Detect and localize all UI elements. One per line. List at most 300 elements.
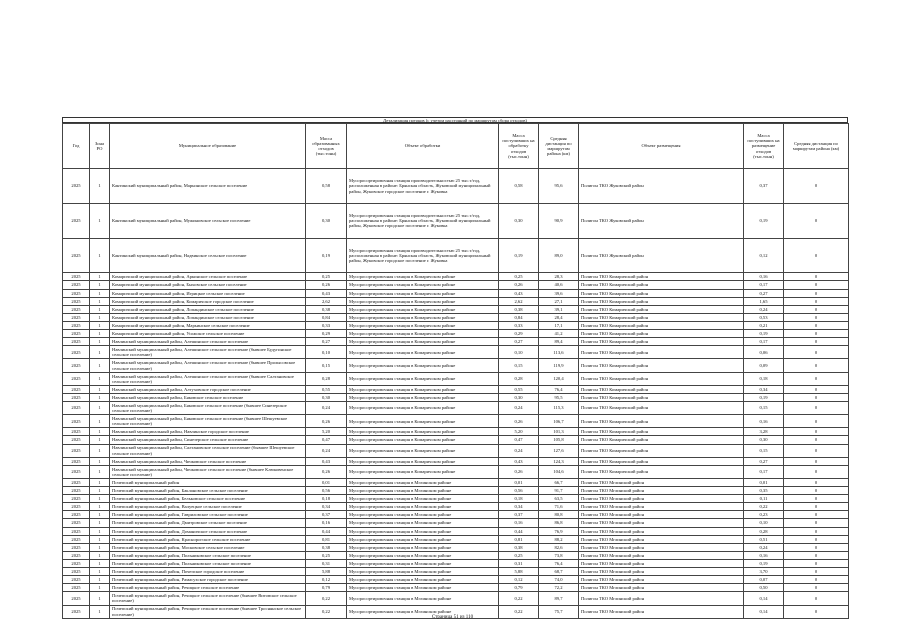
- cell-municipality: Почепский муниципальный район, Бельковское сельское поселение: [110, 495, 306, 503]
- cell-mass-disposal: 0,09: [744, 359, 784, 372]
- cell-mass-processing: 0,19: [499, 238, 539, 273]
- cell-avg-distance: 41,2: [539, 330, 579, 338]
- cell-municipality: Кантинский муниципальный район, Марьинское сельское поселение: [110, 169, 306, 204]
- cell-avg-distance: 68,7: [539, 568, 579, 576]
- cell-disposal-object: Полигон ТКО Жуковский район: [579, 169, 744, 204]
- cell-zone: 1: [90, 238, 110, 273]
- cell-mass-disposal: 3,70: [744, 568, 784, 576]
- cell-mass-disposal: 0,16: [744, 551, 784, 559]
- cell-avg-distance: 119,9: [539, 359, 579, 372]
- cell-zone: 1: [90, 203, 110, 238]
- cell-mass-disposal: 0,23: [744, 511, 784, 519]
- cell-mass-generated: 0,33: [306, 321, 347, 329]
- cell-municipality: Почепский муниципальный район: [110, 479, 306, 487]
- cell-disposal-object: Полигон ТКО Комаричский район: [579, 281, 744, 289]
- cell-mass-disposal: 0,10: [744, 519, 784, 527]
- cell-avg-distance: 74,0: [539, 576, 579, 584]
- cell-year: 2025: [63, 568, 90, 576]
- cell-processing-object: Мусоросортировочная станция в Комаричском районе: [347, 428, 499, 436]
- cell-processing-object: Мусоросортировочная станция производительностью 25 тыс.т/год, расположенная в районе: Брянская область, Жуковский муниципальный район, Жуковское городское поселение г. Жуковка: [347, 203, 499, 238]
- cell-disposal-object: Полигон ТКО Мглинский район: [579, 592, 744, 605]
- cell-mass-disposal: 0,18: [744, 372, 784, 385]
- cell-avg-distance: 115,3: [539, 401, 579, 414]
- cell-municipality: Комаричский муниципальный район, Быховское сельское поселение: [110, 281, 306, 289]
- cell-zone: 1: [90, 444, 110, 457]
- cell-zone: 1: [90, 511, 110, 519]
- cell-disposal-object: Полигон ТКО Комаричский район: [579, 305, 744, 313]
- cell-mass-disposal: 0,06: [744, 346, 784, 359]
- cell-processing-object: Мусоросортировочная станция в Комаричском районе: [347, 289, 499, 297]
- cell-municipality: Навлинский муниципальный район, Алешинское сельское поселение (бывшее Пролысовское сельское поселение): [110, 359, 306, 372]
- cell-mass-disposal: 0,17: [744, 465, 784, 478]
- cell-avg-distance: 104,6: [539, 465, 579, 478]
- cell-mass-disposal: 0,19: [744, 559, 784, 567]
- cell-year: 2025: [63, 543, 90, 551]
- table-row: [63, 385, 849, 393]
- cell-avg-distance: 17,1: [539, 321, 579, 329]
- table-row: [63, 238, 849, 273]
- cell-zone: 1: [90, 503, 110, 511]
- cell-zone: 1: [90, 584, 110, 592]
- table-row: [63, 359, 849, 372]
- cell-zone: 1: [90, 289, 110, 297]
- cell-mass-generated: 0,22: [306, 592, 347, 605]
- cell-mass-generated: 0,55: [306, 385, 347, 393]
- cell-disposal-object: Полигон ТКО Мглинский район: [579, 503, 744, 511]
- cell-year: 2025: [63, 321, 90, 329]
- cell-mass-disposal: 0,37: [744, 169, 784, 204]
- cell-zone: 1: [90, 436, 110, 444]
- cell-zone: 1: [90, 576, 110, 584]
- cell-mass-generated: 5,88: [306, 568, 347, 576]
- cell-mass-processing: 0,47: [499, 436, 539, 444]
- table-header-row: [63, 124, 849, 169]
- cell-mass-processing: 0,27: [499, 338, 539, 346]
- cell-mass-disposal: 0,11: [744, 495, 784, 503]
- cell-zone: 1: [90, 543, 110, 551]
- cell-year: 2025: [63, 487, 90, 495]
- cell-mass-processing: 0,26: [499, 415, 539, 428]
- cell-processing-object: Мусоросортировочная станция в Комаричском районе: [347, 305, 499, 313]
- cell-zone: 1: [90, 372, 110, 385]
- cell-disposal-object: Полигон ТКО Мглинский район: [579, 559, 744, 567]
- cell-avg-distance: 63,5: [539, 495, 579, 503]
- table-row: [63, 559, 849, 567]
- cell-mass-processing: 0,38: [499, 543, 539, 551]
- cell-mass-generated: 0,37: [306, 511, 347, 519]
- cell-mass-generated: 0,58: [306, 169, 347, 204]
- cell-processing-object: Мусоросортировочная станция в Комаричском районе: [347, 330, 499, 338]
- cell-mass-processing: 0,79: [499, 584, 539, 592]
- cell-zone: 1: [90, 479, 110, 487]
- cell-avg-distance-routes: 0: [784, 385, 849, 393]
- table-row: [63, 465, 849, 478]
- cell-municipality: Комаричский муниципальный район, Марьинское сельское поселение: [110, 321, 306, 329]
- cell-zone: 1: [90, 568, 110, 576]
- cell-mass-disposal: 0,16: [744, 273, 784, 281]
- header-zone: Зона РО: [90, 124, 110, 169]
- cell-processing-object: Мусоросортировочная станция в Комаричском районе: [347, 436, 499, 444]
- cell-year: 2025: [63, 415, 90, 428]
- cell-zone: 1: [90, 527, 110, 535]
- cell-processing-object: Мусоросортировочная станция в Комаричском районе: [347, 385, 499, 393]
- cell-mass-disposal: 3,28: [744, 428, 784, 436]
- cell-year: 2025: [63, 535, 90, 543]
- table-row: [63, 305, 849, 313]
- cell-avg-distance-routes: 0: [784, 457, 849, 465]
- cell-year: 2025: [63, 330, 90, 338]
- cell-avg-distance: 113,6: [539, 346, 579, 359]
- cell-mass-processing: 0,25: [499, 551, 539, 559]
- cell-municipality: Навлинский муниципальный район, Алешинское сельское поселение (бывшее Будугинское сельское поселение): [110, 346, 306, 359]
- cell-mass-processing: 0,24: [499, 444, 539, 457]
- cell-year: 2025: [63, 359, 90, 372]
- cell-processing-object: Мусоросортировочная станция в Мглинском районе: [347, 511, 499, 519]
- cell-disposal-object: Полигон ТКО Комаричский район: [579, 415, 744, 428]
- cell-processing-object: Мусоросортировочная станция в Мглинском районе: [347, 535, 499, 543]
- cell-processing-object: Мусоросортировочная станция в Мглинском районе: [347, 479, 499, 487]
- cell-mass-generated: 0,01: [306, 479, 347, 487]
- cell-avg-distance-routes: 0: [784, 551, 849, 559]
- cell-municipality: Комаричский муниципальный район, Лопандинское сельское поселение: [110, 313, 306, 321]
- cell-municipality: Почепский муниципальный район, Речицкое сельское поселение (бывшее Троснянское сельское поселение): [110, 605, 306, 618]
- cell-disposal-object: Полигон ТКО Комаричский район: [579, 346, 744, 359]
- cell-municipality: Почепский муниципальный район, Доманичское сельское поселение: [110, 527, 306, 535]
- cell-mass-generated: 0,25: [306, 551, 347, 559]
- cell-mass-disposal: 0,17: [744, 281, 784, 289]
- cell-disposal-object: Полигон ТКО Комаричский район: [579, 273, 744, 281]
- cell-avg-distance-routes: 0: [784, 372, 849, 385]
- cell-avg-distance-routes: 0: [784, 511, 849, 519]
- cell-zone: 1: [90, 346, 110, 359]
- cell-avg-distance: 39,1: [539, 305, 579, 313]
- cell-disposal-object: Полигон ТКО Мглинский район: [579, 487, 744, 495]
- cell-processing-object: Мусоросортировочная станция в Комаричском районе: [347, 313, 499, 321]
- cell-avg-distance: 76,4: [539, 385, 579, 393]
- cell-disposal-object: Полигон ТКО Мглинский район: [579, 584, 744, 592]
- cell-mass-generated: 0,22: [306, 605, 347, 618]
- cell-zone: 1: [90, 551, 110, 559]
- cell-mass-generated: 0,16: [306, 519, 347, 527]
- cell-processing-object: Мусоросортировочная станция в Мглинском районе: [347, 605, 499, 618]
- cell-avg-distance: 127,6: [539, 444, 579, 457]
- cell-mass-disposal: 0,01: [744, 479, 784, 487]
- cell-processing-object: Мусоросортировочная станция в Мглинском районе: [347, 576, 499, 584]
- cell-mass-generated: 0,30: [306, 393, 347, 401]
- cell-zone: 1: [90, 559, 110, 567]
- cell-disposal-object: Полигон ТКО Комаричский район: [579, 372, 744, 385]
- cell-municipality: Комаричский муниципальный район, Усожское сельское поселение: [110, 330, 306, 338]
- cell-year: 2025: [63, 169, 90, 204]
- cell-avg-distance: 66,7: [539, 479, 579, 487]
- cell-zone: 1: [90, 495, 110, 503]
- cell-mass-processing: 5,20: [499, 428, 539, 436]
- cell-avg-distance: 106,7: [539, 415, 579, 428]
- cell-mass-disposal: 0,07: [744, 576, 784, 584]
- cell-municipality: Почепский муниципальный район, Польниковское сельское поселение: [110, 551, 306, 559]
- cell-zone: 1: [90, 321, 110, 329]
- cell-mass-processing: 0,30: [499, 203, 539, 238]
- cell-avg-distance-routes: 0: [784, 503, 849, 511]
- table-row: [63, 568, 849, 576]
- cell-mass-disposal: 0,19: [744, 203, 784, 238]
- cell-mass-processing: 0,58: [499, 169, 539, 204]
- table-row: [63, 401, 849, 414]
- table-row: [63, 527, 849, 535]
- cell-mass-generated: 0,29: [306, 330, 347, 338]
- cell-processing-object: Мусоросортировочная станция в Комаричском районе: [347, 465, 499, 478]
- cell-avg-distance: 72,2: [539, 584, 579, 592]
- cell-mass-processing: 0,34: [499, 503, 539, 511]
- cell-zone: 1: [90, 393, 110, 401]
- cell-year: 2025: [63, 605, 90, 618]
- cell-avg-distance-routes: 0: [784, 479, 849, 487]
- cell-municipality: Навлинский муниципальный район, Алешинское сельское поселение (бывшее Салтановское сельское поселение): [110, 372, 306, 385]
- cell-disposal-object: Полигон ТКО Мглинский район: [579, 495, 744, 503]
- cell-year: 2025: [63, 495, 90, 503]
- cell-disposal-object: Полигон ТКО Комаричский район: [579, 297, 744, 305]
- cell-processing-object: Мусоросортировочная станция в Комаричском районе: [347, 346, 499, 359]
- cell-avg-distance-routes: 0: [784, 559, 849, 567]
- cell-year: 2025: [63, 273, 90, 281]
- cell-processing-object: Мусоросортировочная станция в Мглинском районе: [347, 519, 499, 527]
- cell-mass-disposal: 0,14: [744, 605, 784, 618]
- cell-mass-disposal: 0,27: [744, 457, 784, 465]
- table-row: [63, 372, 849, 385]
- table-row: [63, 289, 849, 297]
- cell-disposal-object: Полигон ТКО Комаричский район: [579, 428, 744, 436]
- cell-mass-generated: 0,79: [306, 584, 347, 592]
- cell-mass-processing: 0,30: [499, 393, 539, 401]
- cell-mass-disposal: 0,14: [744, 592, 784, 605]
- table-row: [63, 511, 849, 519]
- cell-avg-distance-routes: 0: [784, 313, 849, 321]
- cell-municipality: Навлинский муниципальный район, Навлинское городское поселение: [110, 428, 306, 436]
- cell-processing-object: Мусоросортировочная станция в Мглинском районе: [347, 592, 499, 605]
- cell-year: 2025: [63, 584, 90, 592]
- cell-mass-generated: 0,38: [306, 543, 347, 551]
- cell-avg-distance: 95,6: [539, 169, 579, 204]
- cell-mass-disposal: 0,30: [744, 436, 784, 444]
- cell-year: 2025: [63, 576, 90, 584]
- cell-mass-generated: 0,84: [306, 313, 347, 321]
- cell-mass-generated: 0,18: [306, 495, 347, 503]
- cell-mass-disposal: 0,27: [744, 289, 784, 297]
- cell-avg-distance: 75,7: [539, 605, 579, 618]
- cell-mass-processing: 0,10: [499, 346, 539, 359]
- cell-avg-distance: 90,9: [539, 203, 579, 238]
- cell-mass-processing: 0,81: [499, 535, 539, 543]
- cell-avg-distance: 120,4: [539, 372, 579, 385]
- header-municipality: Муниципальное образование: [110, 124, 306, 169]
- cell-municipality: Комаричский муниципальный район, Аркинское сельское поселение: [110, 273, 306, 281]
- table-row: [63, 495, 849, 503]
- table-row: [63, 273, 849, 281]
- cell-avg-distance-routes: 0: [784, 543, 849, 551]
- cell-avg-distance-routes: 0: [784, 519, 849, 527]
- cell-mass-generated: 0,26: [306, 465, 347, 478]
- cell-municipality: Навлинский муниципальный район, Алтуховское городское поселение: [110, 385, 306, 393]
- cell-avg-distance-routes: 0: [784, 576, 849, 584]
- table-row: [63, 584, 849, 592]
- cell-zone: 1: [90, 297, 110, 305]
- cell-mass-processing: 0,12: [499, 576, 539, 584]
- header-avg-distance-routes: Средняя дистанция по маршрутам района (км): [784, 124, 849, 169]
- cell-processing-object: Мусоросортировочная станция в Комаричском районе: [347, 415, 499, 428]
- table-row: [63, 479, 849, 487]
- cell-mass-processing: 0,84: [499, 313, 539, 321]
- cell-mass-generated: 0,43: [306, 289, 347, 297]
- cell-avg-distance-routes: 0: [784, 401, 849, 414]
- cell-avg-distance: 105,8: [539, 436, 579, 444]
- cell-mass-processing: 0,22: [499, 592, 539, 605]
- cell-disposal-object: Полигон ТКО Комаричский район: [579, 330, 744, 338]
- cell-mass-processing: 0,43: [499, 289, 539, 297]
- cell-mass-processing: 0,29: [499, 330, 539, 338]
- cell-year: 2025: [63, 346, 90, 359]
- cell-municipality: Кантинский муниципальный район, Мужиновское сельское поселение: [110, 203, 306, 238]
- cell-mass-disposal: 0,19: [744, 330, 784, 338]
- cell-mass-processing: 0,26: [499, 281, 539, 289]
- table-row: [63, 428, 849, 436]
- cell-municipality: Комаричский муниципальный район, Лопандинское сельское поселение: [110, 305, 306, 313]
- cell-avg-distance-routes: 0: [784, 605, 849, 618]
- cell-mass-generated: 0,38: [306, 305, 347, 313]
- cell-processing-object: Мусоросортировочная станция в Комаричском районе: [347, 444, 499, 457]
- cell-mass-processing: 0,37: [499, 511, 539, 519]
- cell-mass-processing: 0,38: [499, 305, 539, 313]
- cell-avg-distance: 28,4: [539, 313, 579, 321]
- cell-avg-distance: 124,3: [539, 457, 579, 465]
- cell-zone: 1: [90, 305, 110, 313]
- cell-disposal-object: Полигон ТКО Комаричский район: [579, 444, 744, 457]
- cell-zone: 1: [90, 359, 110, 372]
- cell-year: 2025: [63, 511, 90, 519]
- cell-municipality: Навлинский муниципальный район, Чичковское сельское поселение: [110, 457, 306, 465]
- cell-mass-disposal: 0,16: [744, 415, 784, 428]
- cell-disposal-object: Полигон ТКО Мглинский район: [579, 527, 744, 535]
- cell-mass-generated: 0,28: [306, 372, 347, 385]
- cell-processing-object: Мусоросортировочная станция в Мглинском районе: [347, 527, 499, 535]
- cell-disposal-object: Полигон ТКО Комаричский район: [579, 385, 744, 393]
- cell-zone: 1: [90, 330, 110, 338]
- cell-avg-distance-routes: 0: [784, 444, 849, 457]
- cell-processing-object: Мусоросортировочная станция в Комаричском районе: [347, 281, 499, 289]
- cell-mass-disposal: 1,65: [744, 297, 784, 305]
- cell-avg-distance-routes: 0: [784, 289, 849, 297]
- table-row: [63, 169, 849, 204]
- cell-municipality: Почепский муниципальный район, Дмитровское сельское поселение: [110, 519, 306, 527]
- cell-mass-disposal: 0,12: [744, 238, 784, 273]
- cell-zone: 1: [90, 592, 110, 605]
- header-mass-disposal: Масса поступивших на размещение отходов (тыс.тонн): [744, 124, 784, 169]
- cell-mass-generated: 0,81: [306, 535, 347, 543]
- cell-municipality: Почепский муниципальный район, Речицкое сельское поселение (бывшее Витовское сельское поселение): [110, 592, 306, 605]
- cell-avg-distance-routes: 0: [784, 535, 849, 543]
- table-row: [63, 313, 849, 321]
- cell-mass-generated: 0,56: [306, 487, 347, 495]
- cell-year: 2025: [63, 527, 90, 535]
- table-row: [63, 444, 849, 457]
- cell-year: 2025: [63, 297, 90, 305]
- cell-year: 2025: [63, 338, 90, 346]
- cell-zone: 1: [90, 273, 110, 281]
- cell-avg-distance-routes: 0: [784, 169, 849, 204]
- cell-processing-object: Мусоросортировочная станция в Мглинском районе: [347, 503, 499, 511]
- cell-mass-processing: 0,33: [499, 321, 539, 329]
- cell-avg-distance: 76,9: [539, 527, 579, 535]
- cell-municipality: Навлинский муниципальный район, Бяковское сельское поселение: [110, 393, 306, 401]
- cell-year: 2025: [63, 457, 90, 465]
- cell-avg-distance: 89,7: [539, 592, 579, 605]
- cell-mass-generated: 2,62: [306, 297, 347, 305]
- cell-mass-generated: 0,26: [306, 415, 347, 428]
- cell-year: 2025: [63, 305, 90, 313]
- cell-municipality: Почепский муниципальный район, Речицкое сельское поселение: [110, 584, 306, 592]
- cell-year: 2025: [63, 428, 90, 436]
- cell-mass-generated: 0,34: [306, 503, 347, 511]
- cell-year: 2025: [63, 401, 90, 414]
- cell-avg-distance: 71,6: [539, 503, 579, 511]
- table-row: [63, 281, 849, 289]
- cell-municipality: Почепский муниципальный район, Почепское городское поселение: [110, 568, 306, 576]
- cell-processing-object: Мусоросортировочная станция в Комаричском районе: [347, 457, 499, 465]
- cell-mass-generated: 0,24: [306, 444, 347, 457]
- cell-avg-distance-routes: 0: [784, 487, 849, 495]
- cell-processing-object: Мусоросортировочная станция в Мглинском районе: [347, 487, 499, 495]
- cell-mass-processing: 0,55: [499, 385, 539, 393]
- cell-disposal-object: Полигон ТКО Комаричский район: [579, 313, 744, 321]
- table-row: [63, 203, 849, 238]
- cell-disposal-object: Полигон ТКО Комаричский район: [579, 436, 744, 444]
- cell-disposal-object: Полигон ТКО Комаричский район: [579, 393, 744, 401]
- cell-zone: 1: [90, 465, 110, 478]
- cell-year: 2025: [63, 503, 90, 511]
- cell-avg-distance-routes: 0: [784, 338, 849, 346]
- cell-zone: 1: [90, 415, 110, 428]
- cell-mass-processing: 0,43: [499, 457, 539, 465]
- cell-zone: 1: [90, 457, 110, 465]
- cell-year: 2025: [63, 393, 90, 401]
- cell-mass-generated: 0,12: [306, 576, 347, 584]
- cell-municipality: Почепский муниципальный район, Московское сельское поселение: [110, 543, 306, 551]
- cell-mass-processing: 0,44: [499, 527, 539, 535]
- cell-mass-generated: 0,31: [306, 559, 347, 567]
- cell-avg-distance: 27,1: [539, 297, 579, 305]
- cell-disposal-object: Полигон ТКО Мглинский район: [579, 543, 744, 551]
- cell-zone: 1: [90, 313, 110, 321]
- cell-disposal-object: Полигон ТКО Комаричский район: [579, 338, 744, 346]
- cell-avg-distance-routes: 0: [784, 393, 849, 401]
- cell-mass-generated: 0,27: [306, 338, 347, 346]
- cell-municipality: Почепский муниципальный район, Гавриловское сельское поселение: [110, 511, 306, 519]
- cell-processing-object: Мусоросортировочная станция в Комаричском районе: [347, 273, 499, 281]
- cell-mass-disposal: 0,34: [744, 385, 784, 393]
- cell-year: 2025: [63, 592, 90, 605]
- cell-disposal-object: Полигон ТКО Жуковский район: [579, 203, 744, 238]
- cell-municipality: Комаричский муниципальный район, Комаричское городское поселение: [110, 297, 306, 305]
- cell-avg-distance-routes: 0: [784, 297, 849, 305]
- cell-year: 2025: [63, 551, 90, 559]
- cell-disposal-object: Полигон ТКО Комаричский район: [579, 457, 744, 465]
- cell-processing-object: Мусоросортировочная станция в Комаричском районе: [347, 401, 499, 414]
- cell-zone: 1: [90, 519, 110, 527]
- cell-processing-object: Мусоросортировочная станция в Комаричском районе: [347, 321, 499, 329]
- cell-year: 2025: [63, 519, 90, 527]
- cell-year: 2025: [63, 444, 90, 457]
- cell-mass-generated: 0,10: [306, 346, 347, 359]
- cell-avg-distance-routes: 0: [784, 495, 849, 503]
